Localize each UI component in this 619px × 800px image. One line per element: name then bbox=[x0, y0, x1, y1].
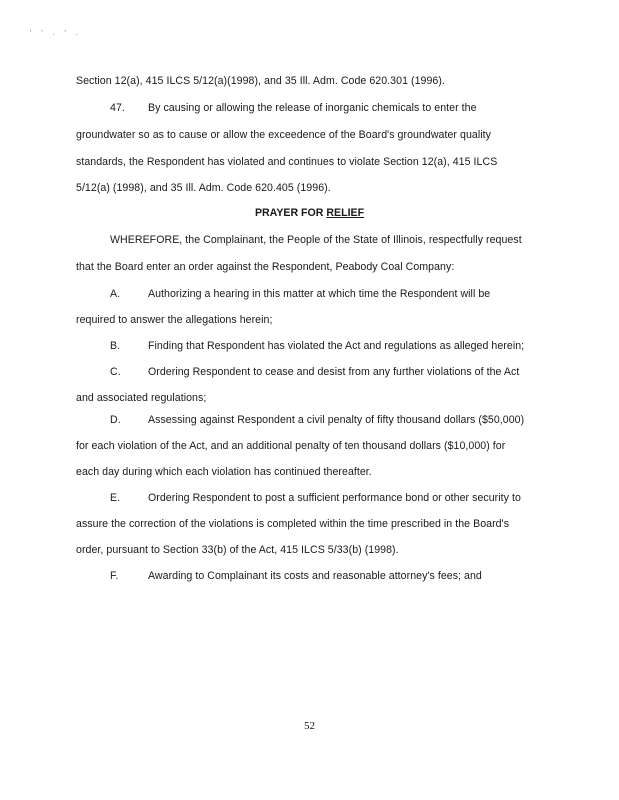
relief-item-a-line-2: required to answer the allegations herein; bbox=[76, 314, 273, 326]
relief-item-d-line-2: for each violation of the Act, and an additional penalty of ten thousand dollars ($10,000) for bbox=[76, 440, 506, 452]
relief-item-c bbox=[110, 365, 519, 379]
relief-item-a-label: A. bbox=[110, 288, 121, 300]
heading-prefix: PRAYER FOR bbox=[254, 207, 327, 219]
relief-item-e-text: Ordering Respondent to post a sufficient performance bond or other security to bbox=[148, 492, 521, 504]
relief-item-d bbox=[110, 413, 524, 427]
wherefore-line-2: that the Board enter an order against the Respondent, Peabody Coal Company: bbox=[76, 261, 455, 273]
relief-item-e-line-3: order, pursuant to Section 33(b) of the Act, 415 ILCS 5/33(b) (1998). bbox=[76, 544, 399, 556]
relief-item-d-text: Assessing against Respondent a civil penalty of fifty thousand dollars ($50,000) bbox=[148, 414, 525, 426]
relief-item-e-line-2: assure the correction of the violations is completed within the time prescribed in the Board's bbox=[76, 518, 510, 530]
relief-item-b-text: Finding that Respondent has violated the Act and regulations as alleged herein; bbox=[148, 340, 525, 352]
paragraph-47-line-1 bbox=[110, 101, 477, 115]
relief-item-d-label: D. bbox=[110, 414, 121, 426]
scan-artifact: ' ' . ' . bbox=[30, 30, 82, 37]
paragraph-47-line-3: standards, the Respondent has violated and continues to violate Section 12(a), 415 ILCS bbox=[76, 156, 498, 168]
heading-underlined: RELIEF bbox=[326, 207, 365, 219]
paragraph-47-text: By causing or allowing the release of inorganic chemicals to enter the bbox=[148, 102, 477, 114]
relief-item-c-label: C. bbox=[110, 366, 121, 378]
relief-item-b bbox=[110, 339, 524, 353]
page-number: 52 bbox=[304, 720, 315, 732]
relief-item-e-label: E. bbox=[110, 492, 121, 504]
wherefore-line-1: WHEREFORE, the Complainant, the People of the State of Illinois, respectfully request bbox=[110, 234, 522, 246]
relief-item-c-line-2: and associated regulations; bbox=[76, 392, 207, 404]
paragraph-47-line-2: groundwater so as to cause or allow the exceedence of the Board's groundwater quality bbox=[76, 129, 491, 141]
relief-item-e bbox=[110, 491, 521, 505]
paragraph-47-label: 47. bbox=[110, 102, 125, 114]
relief-item-f bbox=[110, 569, 482, 583]
relief-item-a bbox=[110, 287, 490, 301]
relief-item-d-line-3: each day during which each violation has continued thereafter. bbox=[76, 466, 372, 478]
relief-item-b-label: B. bbox=[110, 340, 121, 352]
paragraph-47-line-4: 5/12(a) (1998), and 35 Ill. Adm. Code 620.405 (1996). bbox=[76, 182, 331, 194]
relief-item-a-text: Authorizing a hearing in this matter at which time the Respondent will be bbox=[148, 288, 491, 300]
paragraph-46-end: Section 12(a), 415 ILCS 5/12(a)(1998), and 35 Ill. Adm. Code 620.301 (1996). bbox=[76, 75, 445, 87]
section-heading bbox=[0, 207, 619, 219]
relief-item-f-text: Awarding to Complainant its costs and reasonable attorney's fees; and bbox=[148, 570, 482, 582]
relief-item-c-text: Ordering Respondent to cease and desist from any further violations of the Act bbox=[148, 366, 520, 378]
relief-item-f-label: F. bbox=[110, 570, 119, 582]
